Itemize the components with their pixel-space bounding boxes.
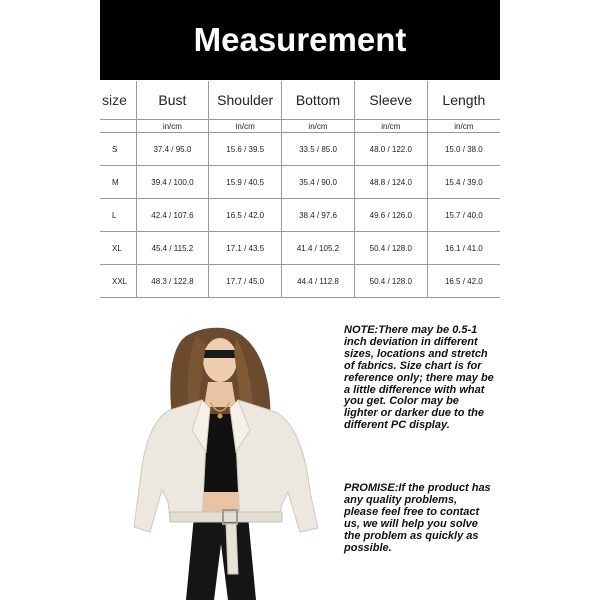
table-cell: 15.4 / 39.0: [427, 166, 500, 199]
header-length: Length: [427, 81, 500, 120]
black-pants: [186, 516, 256, 600]
header-bottom: Bottom: [282, 81, 355, 120]
table-unit-row: [100, 120, 500, 133]
table-cell: 35.4 / 90.0: [282, 166, 355, 199]
table-cell: 48.3 / 122.8: [136, 265, 209, 298]
table-cell: 45.4 / 115.2: [136, 232, 209, 265]
table-cell: 50.4 / 128.0: [354, 265, 427, 298]
header-bust: Bust: [136, 81, 209, 120]
unit-cell: in/cm: [427, 120, 500, 133]
size-label: XL: [100, 232, 136, 265]
face: [203, 338, 237, 382]
table-cell: 49.6 / 126.0: [354, 199, 427, 232]
table-cell: 15.9 / 40.5: [209, 166, 282, 199]
table-cell: 16.5 / 42.0: [209, 199, 282, 232]
table-cell: 16.5 / 42.0: [427, 265, 500, 298]
model-photo: [110, 322, 340, 600]
table-cell: 16.1 / 41.0: [427, 232, 500, 265]
table-cell: 48.0 / 122.0: [354, 133, 427, 166]
neck: [204, 382, 236, 407]
table-cell: 48.8 / 124.0: [354, 166, 427, 199]
table-cell: 33.5 / 85.0: [282, 133, 355, 166]
table-cell: 41.4 / 105.2: [282, 232, 355, 265]
necklace-pendant: [218, 414, 223, 419]
header-shoulder: Shoulder: [209, 81, 282, 120]
promise-text: PROMISE:If the product has any quality problems, please feel free to contact us, we will help you solve the problem as quickly as possible.: [344, 482, 491, 554]
table-cell: 39.4 / 100.0: [136, 166, 209, 199]
table-header-row: [100, 81, 500, 120]
unit-cell: in/cm: [209, 120, 282, 133]
table-row: [100, 232, 500, 265]
size-label: M: [100, 166, 136, 199]
table-cell: 15.7 / 40.0: [427, 199, 500, 232]
table-cell: 50.4 / 128.0: [354, 232, 427, 265]
table-row: [100, 133, 500, 166]
sunglasses: [202, 350, 238, 358]
table-cell: 37.4 / 95.0: [136, 133, 209, 166]
table-row: [100, 199, 500, 232]
table-cell: 15.6 / 39.5: [209, 133, 282, 166]
size-label: XXL: [100, 265, 136, 298]
header-sleeve: Sleeve: [354, 81, 427, 120]
note-text: NOTE:There may be 0.5-1 inch deviation in different sizes, locations and stretch of fabrics. Size chart is for reference only; there may be a little difference with what you get. Color may be lighter or darker due to the different PC display.: [344, 324, 494, 432]
size-label: L: [100, 199, 136, 232]
unit-cell: in/cm: [354, 120, 427, 133]
belt-tail: [226, 524, 238, 574]
unit-cell: in/cm: [282, 120, 355, 133]
size-label: S: [100, 133, 136, 166]
unit-cell: in/cm: [136, 120, 209, 133]
table-cell: 17.1 / 43.5: [209, 232, 282, 265]
header-size: size: [100, 81, 136, 120]
size-chart-table: [100, 81, 500, 298]
table-row: [100, 265, 500, 298]
table-cell: 42.4 / 107.6: [136, 199, 209, 232]
table-cell: 38.4 / 97.6: [282, 199, 355, 232]
table-cell: 15.0 / 38.0: [427, 133, 500, 166]
table-row: [100, 166, 500, 199]
table-cell: 17.7 / 45.0: [209, 265, 282, 298]
measurement-banner: [100, 0, 500, 80]
jacket-belt: [170, 512, 282, 522]
banner-title: Measurement: [193, 21, 407, 58]
table-cell: 44.4 / 112.8: [282, 265, 355, 298]
unit-cell: [100, 120, 136, 133]
